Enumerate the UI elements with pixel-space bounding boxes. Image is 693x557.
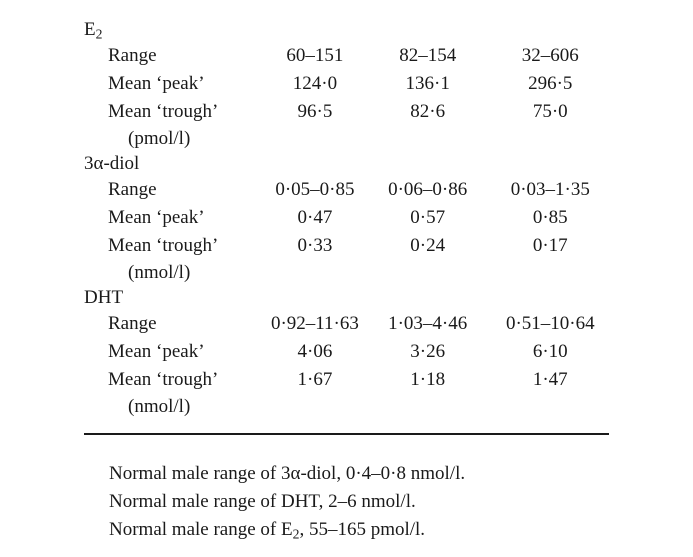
table-row [84,338,614,366]
cell: 75·0 [532,101,568,122]
table-bottom-rule [84,433,609,435]
cell: 0·05–0·85 [275,179,355,200]
table-row [84,366,614,394]
cell: 82·6 [410,101,446,122]
cell: 0·47 [297,207,333,228]
cell: 0·33 [297,235,333,256]
row-label: Mean ‘trough’ [108,101,219,122]
cell: 0·03–1·35 [510,179,590,200]
cell: 60–151 [286,45,344,66]
section-dht [84,286,614,420]
cell: 124·0 [292,73,338,94]
unit-label: (pmol/l) [128,128,191,149]
cell: 82–154 [399,45,457,66]
section-title: 3α-diol [84,153,140,174]
footnote: Normal male range of $E_2$, 55–165 pmol/l. [109,519,426,542]
hormone-table [84,18,614,420]
table-row [84,42,614,70]
row-label: Mean ‘peak’ [108,341,205,362]
table-row [84,70,614,98]
table-row [84,176,614,204]
cell: 136·1 [405,73,450,94]
unit-label: (nmol/l) [128,396,191,417]
section-title: DHT [84,287,124,308]
cell: 3·26 [410,341,446,362]
footnote: Normal male range of 3α-diol, 0·4–0·8 nmol/l. [109,463,466,484]
row-label: Range [108,313,157,334]
cell: 0·57 [410,207,446,228]
row-label: Mean ‘peak’ [108,207,205,228]
table-row [84,98,614,126]
cell: 0·92–11·63 [270,313,359,334]
table-row [84,310,614,338]
cell: 0·17 [532,235,568,256]
cell: 96·5 [297,101,333,122]
row-label: Mean ‘peak’ [108,73,205,94]
cell: 0·06–0·86 [388,179,468,200]
cell: 1·47 [532,369,568,390]
cell: 6·10 [532,341,568,362]
row-label: Mean ‘trough’ [108,235,219,256]
section-e2 [84,18,614,152]
footnotes [109,460,465,544]
cell: 296·5 [528,73,573,94]
table-row [84,232,614,260]
cell: 1·03–4·46 [388,313,468,334]
section-title: $E_2$ [84,19,103,42]
cell: 0·51–10·64 [505,313,595,334]
cell: 1·67 [297,369,333,390]
row-label: Range [108,45,157,66]
footnote: Normal male range of DHT, 2–6 nmol/l. [109,491,416,512]
cell: 1·18 [410,369,446,390]
cell: 32–606 [521,45,579,66]
row-label: Range [108,179,157,200]
table-row [84,204,614,232]
cropped-header-fragment [80,0,610,6]
cell: 0·24 [410,235,446,256]
unit-label: (nmol/l) [128,262,191,283]
row-label: Mean ‘trough’ [108,369,219,390]
cell: 0·85 [532,207,568,228]
cell: 4·06 [297,341,333,362]
section-3a-diol [84,152,614,286]
